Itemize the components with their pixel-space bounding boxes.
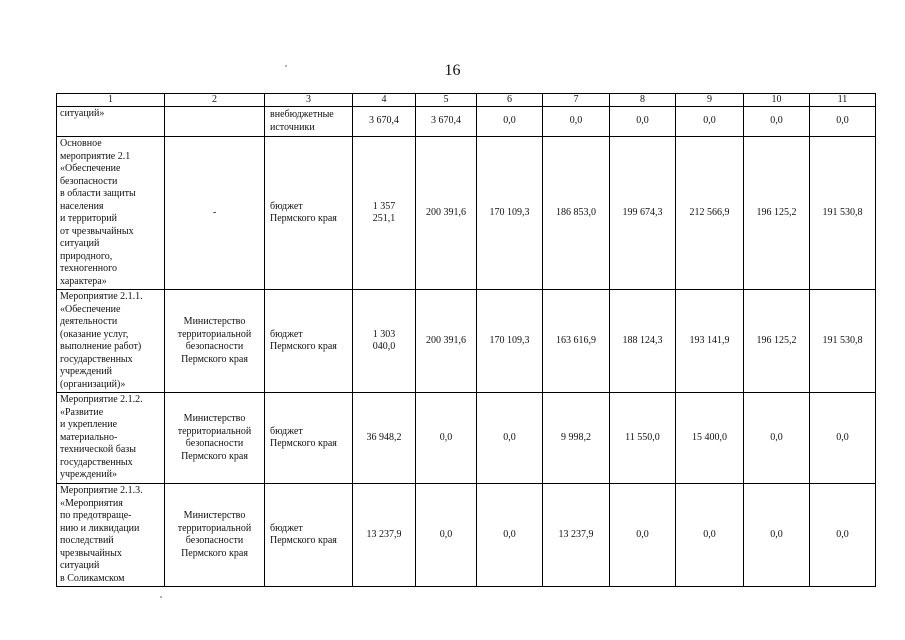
table-row <box>57 107 876 137</box>
column-number: 1 <box>57 94 165 107</box>
table-row <box>57 137 876 290</box>
year-amount: 9 998,2 <box>543 393 610 484</box>
column-number: 2 <box>165 94 265 107</box>
year-amount: 196 125,2 <box>744 290 810 393</box>
funding-source: бюджет Пермского края <box>265 393 353 484</box>
scan-speck <box>285 65 287 67</box>
year-amount: 170 109,3 <box>477 137 543 290</box>
column-number: 10 <box>744 94 810 107</box>
year-amount: 186 853,0 <box>543 137 610 290</box>
measure-name: Мероприятие 2.1.3. «Мероприятия по предотвраще- нию и ликвидации последствий чрезвычайных ситуаций в Соликамском <box>57 484 165 587</box>
year-amount: 188 124,3 <box>610 290 676 393</box>
year-amount: 0,0 <box>810 107 876 137</box>
table-row <box>57 290 876 393</box>
measure-name: Основное мероприятие 2.1 «Обеспечение безопасности в области защиты населения и территорий от чрезвычайных ситуаций природного, техногенного характера» <box>57 137 165 290</box>
scan-speck <box>160 596 162 598</box>
year-amount: 0,0 <box>744 107 810 137</box>
column-number: 7 <box>543 94 610 107</box>
column-number: 6 <box>477 94 543 107</box>
year-amount: 0,0 <box>810 393 876 484</box>
year-amount: 0,0 <box>477 393 543 484</box>
year-amount: 196 125,2 <box>744 137 810 290</box>
year-amount: 0,0 <box>477 484 543 587</box>
budget-table <box>56 93 876 587</box>
year-amount: 212 566,9 <box>676 137 744 290</box>
year-amount: 199 674,3 <box>610 137 676 290</box>
total-amount: 3 670,4 <box>353 107 416 137</box>
executor: Министерство территориальной безопасности Пермского края <box>165 290 265 393</box>
page-number: 16 <box>444 62 461 79</box>
total-amount: 1 357 251,1 <box>353 137 416 290</box>
year-amount: 191 530,8 <box>810 137 876 290</box>
column-number: 9 <box>676 94 744 107</box>
total-amount: 13 237,9 <box>353 484 416 587</box>
executor <box>165 107 265 137</box>
year-amount: 0,0 <box>744 484 810 587</box>
column-number-row <box>57 94 876 107</box>
measure-name: Мероприятие 2.1.2. «Развитие и укрепление материально- технической базы государственных учреждений» <box>57 393 165 484</box>
year-amount: 0,0 <box>610 484 676 587</box>
year-amount: 0,0 <box>416 393 477 484</box>
year-amount: 0,0 <box>610 107 676 137</box>
table-row <box>57 484 876 587</box>
year-amount: 0,0 <box>543 107 610 137</box>
year-amount: 0,0 <box>477 107 543 137</box>
year-amount: 0,0 <box>676 484 744 587</box>
executor: - <box>165 137 265 290</box>
year-amount: 0,0 <box>416 484 477 587</box>
year-amount: 170 109,3 <box>477 290 543 393</box>
year-amount: 15 400,0 <box>676 393 744 484</box>
year-amount: 163 616,9 <box>543 290 610 393</box>
executor: Министерство территориальной безопасности Пермского края <box>165 484 265 587</box>
year-amount: 191 530,8 <box>810 290 876 393</box>
measure-name: Мероприятие 2.1.1. «Обеспечение деятельности (оказание услуг, выполнение работ) государственных учреждений (организаций)» <box>57 290 165 393</box>
funding-source: бюджет Пермского края <box>265 484 353 587</box>
year-amount: 0,0 <box>744 393 810 484</box>
year-amount: 0,0 <box>676 107 744 137</box>
year-amount: 193 141,9 <box>676 290 744 393</box>
column-number: 8 <box>610 94 676 107</box>
funding-source: внебюджетные источники <box>265 107 353 137</box>
measure-name: ситуаций» <box>57 107 165 137</box>
year-amount: 11 550,0 <box>610 393 676 484</box>
funding-source: бюджет Пермского края <box>265 137 353 290</box>
table-row <box>57 393 876 484</box>
year-amount: 3 670,4 <box>416 107 477 137</box>
year-amount: 200 391,6 <box>416 137 477 290</box>
year-amount: 0,0 <box>810 484 876 587</box>
executor: Министерство территориальной безопасности Пермского края <box>165 393 265 484</box>
total-amount: 36 948,2 <box>353 393 416 484</box>
funding-source: бюджет Пермского края <box>265 290 353 393</box>
column-number: 5 <box>416 94 477 107</box>
total-amount: 1 303 040,0 <box>353 290 416 393</box>
column-number: 11 <box>810 94 876 107</box>
year-amount: 13 237,9 <box>543 484 610 587</box>
column-number: 3 <box>265 94 353 107</box>
year-amount: 200 391,6 <box>416 290 477 393</box>
column-number: 4 <box>353 94 416 107</box>
